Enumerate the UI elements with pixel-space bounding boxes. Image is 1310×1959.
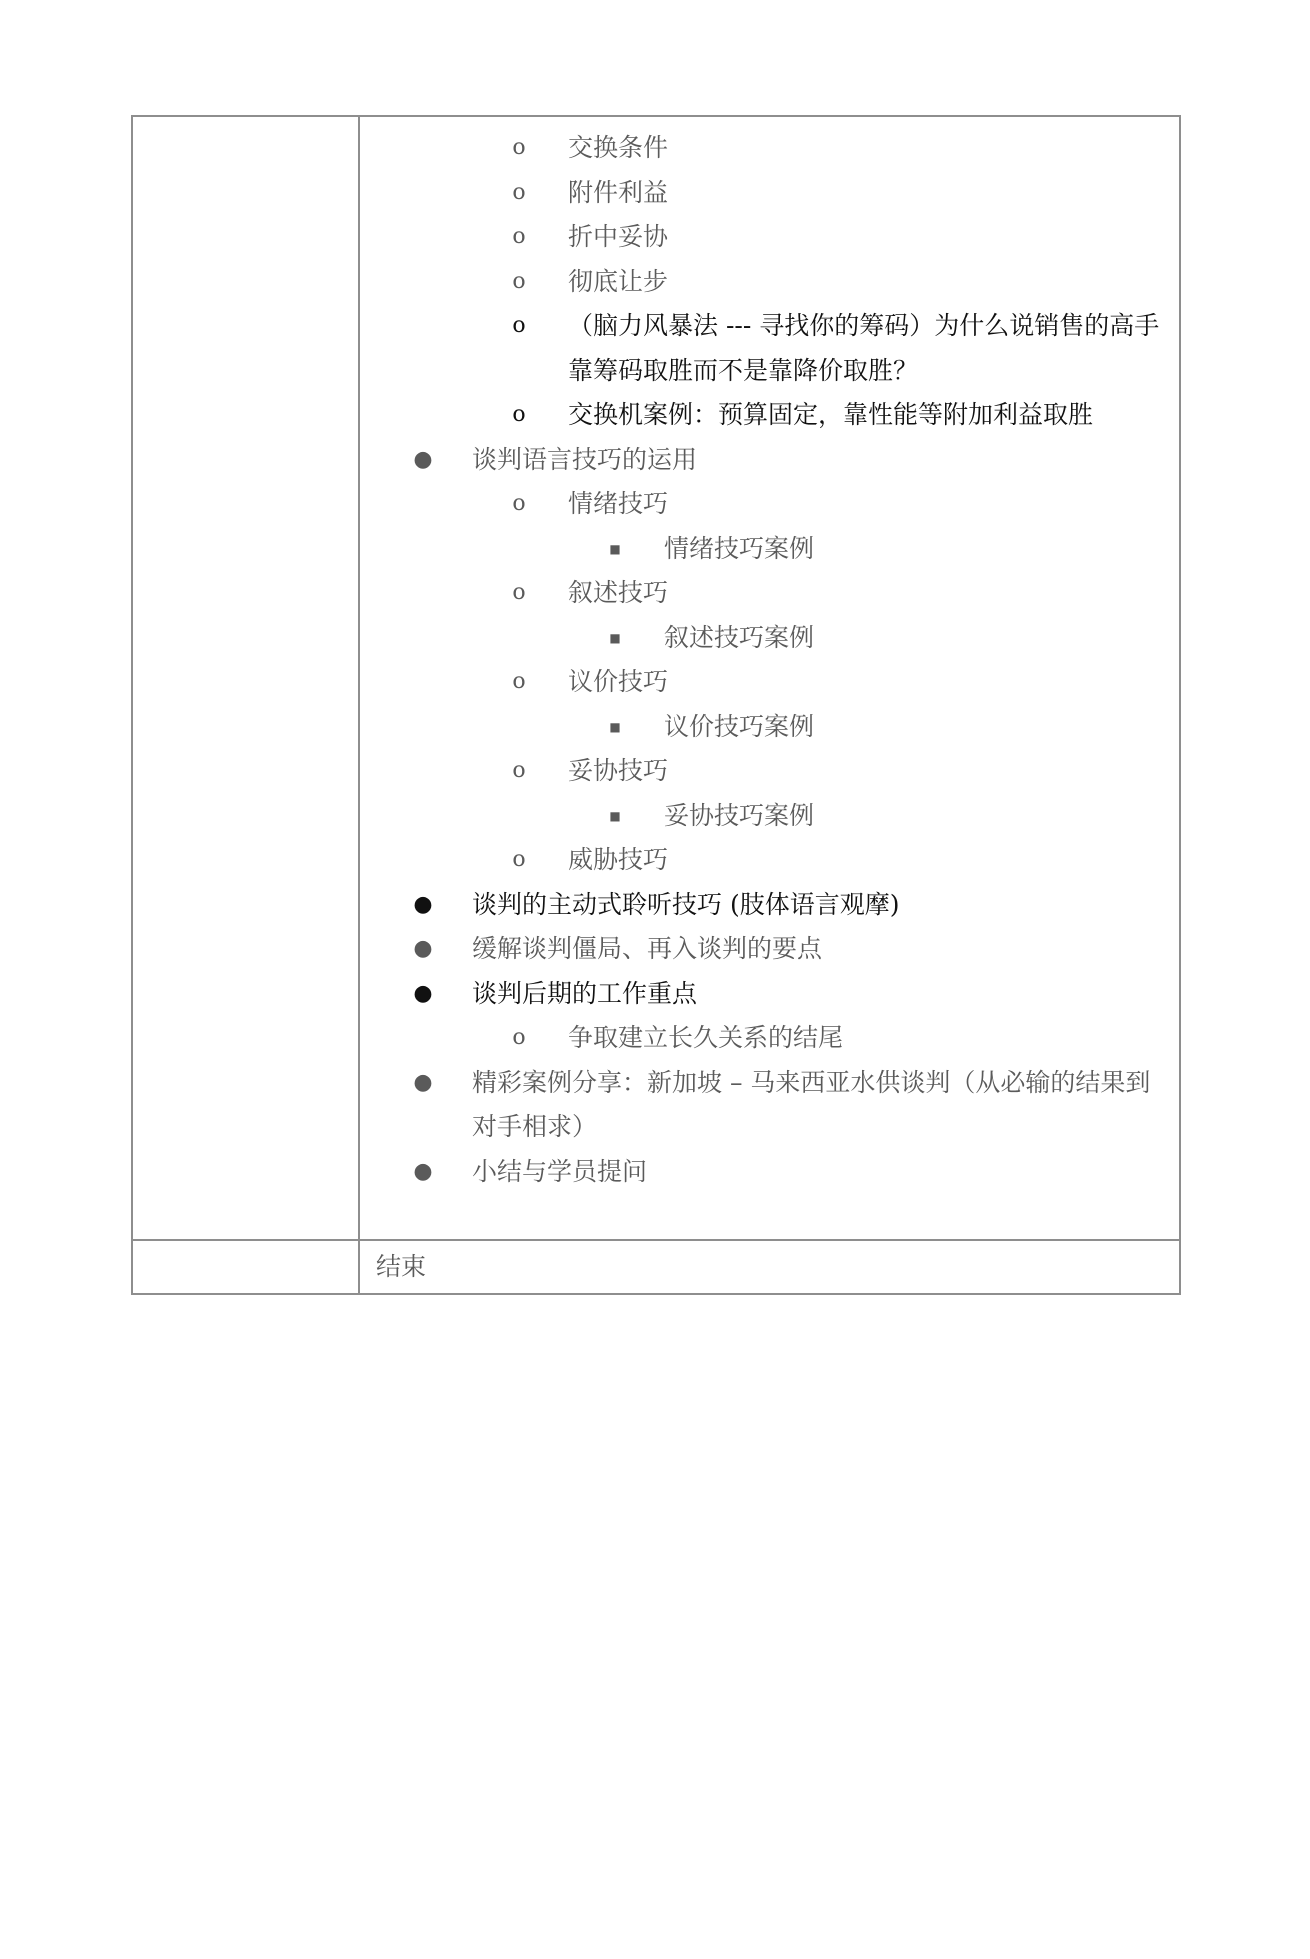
outline-item-level-2 [360, 482, 1179, 527]
bullet-circle-icon: o [512, 224, 526, 249]
outline-item-text: 附件利益 [568, 177, 669, 207]
outline-item-text: 小结与学员提问 [472, 1156, 648, 1186]
bullet-disc-icon: ● [413, 891, 433, 917]
outline-item-level-1 [360, 1150, 1179, 1195]
bullet-circle-icon: o [512, 491, 526, 516]
bullet-circle-icon: o [512, 847, 526, 872]
content-cell [360, 117, 1179, 1239]
outline-item-text: 缓解谈判僵局、再入谈判的要点 [472, 934, 823, 963]
outline-item-text: 争取建立长久关系的结尾 [568, 1023, 844, 1052]
bullet-disc-icon: ● [413, 1158, 433, 1184]
outline-item-text: 叙述技巧 [568, 578, 669, 607]
bullet-circle-icon: o [512, 135, 526, 160]
outline-item-text: 谈判语言技巧的运用 [472, 444, 698, 474]
bullet-square-icon: ■ [609, 719, 621, 734]
outline-item-level-2 [360, 215, 1179, 260]
outline-item-level-1 [360, 1061, 1179, 1150]
bullet-circle-icon: o [512, 268, 526, 294]
end-cell [360, 1241, 1179, 1293]
end-label: 结束 [376, 1252, 427, 1281]
bullet-disc-icon: ● [413, 1069, 433, 1095]
bullet-circle-icon: o [512, 402, 526, 427]
outline-item-text: 叙述技巧案例 [664, 622, 815, 652]
outline-item-level-3 [360, 527, 1179, 572]
bullet-circle-icon: o [512, 580, 526, 605]
bullet-square-icon: ■ [609, 630, 621, 645]
bullet-circle-icon: o [512, 179, 526, 205]
bullet-circle-icon: o [512, 669, 526, 694]
bullet-circle-icon: o [512, 1025, 526, 1050]
outline-item-level-2 [360, 660, 1179, 705]
outline-item-text: 交换条件 [568, 133, 669, 162]
outline-item-level-2 [360, 304, 1179, 393]
outline-item-text: 情绪技巧 [568, 489, 669, 518]
bullet-disc-icon: ● [413, 936, 433, 961]
outline-item-text: 彻底让步 [568, 266, 669, 296]
outline-item-level-1 [360, 972, 1179, 1017]
outline-item-level-2 [360, 260, 1179, 305]
outline-item-text: 谈判的主动式聆听技巧 (肢体语言观摩) [472, 889, 900, 919]
course-outline-list [360, 126, 1179, 1194]
outline-item-level-3 [360, 705, 1179, 750]
outline-item-text: （脑力风暴法 --- 寻找你的筹码）为什么说销售的高手靠筹码取胜而不是靠降价取胜？ [568, 311, 1160, 385]
agenda-table [131, 115, 1181, 1295]
outline-item-level-1 [360, 927, 1179, 972]
outline-item-text: 精彩案例分享：新加坡 – 马来西亚水供谈判（从必输的结果到对手相求） [472, 1067, 1151, 1141]
outline-item-level-2 [360, 126, 1179, 171]
outline-item-text: 议价技巧 [568, 667, 669, 696]
outline-item-level-1 [360, 438, 1179, 483]
time-cell-content-row [133, 117, 358, 1239]
outline-item-level-2 [360, 571, 1179, 616]
outline-item-level-2 [360, 1016, 1179, 1061]
bullet-circle-icon: o [512, 758, 526, 783]
outline-item-text: 妥协技巧 [568, 756, 669, 785]
outline-item-text: 交换机案例：预算固定，靠性能等附加利益取胜 [568, 400, 1094, 429]
outline-item-level-1 [360, 883, 1179, 928]
outline-item-text: 折中妥协 [568, 222, 669, 251]
outline-item-text: 议价技巧案例 [664, 711, 815, 741]
outline-item-level-3 [360, 794, 1179, 839]
time-cell-end-row [133, 1241, 358, 1293]
outline-item-level-2 [360, 838, 1179, 883]
bullet-square-icon: ■ [609, 808, 621, 823]
outline-item-level-2 [360, 749, 1179, 794]
outline-item-text: 威胁技巧 [568, 845, 669, 874]
outline-item-level-2 [360, 393, 1179, 438]
outline-item-text: 谈判后期的工作重点 [472, 978, 698, 1008]
bullet-square-icon: ■ [609, 541, 621, 556]
bullet-disc-icon: ● [413, 980, 433, 1006]
outline-item-level-3 [360, 616, 1179, 661]
outline-item-text: 妥协技巧案例 [664, 800, 815, 830]
bullet-circle-icon: o [512, 313, 526, 338]
bullet-disc-icon: ● [413, 446, 433, 472]
outline-item-text: 情绪技巧案例 [664, 533, 815, 563]
outline-item-level-2 [360, 171, 1179, 216]
